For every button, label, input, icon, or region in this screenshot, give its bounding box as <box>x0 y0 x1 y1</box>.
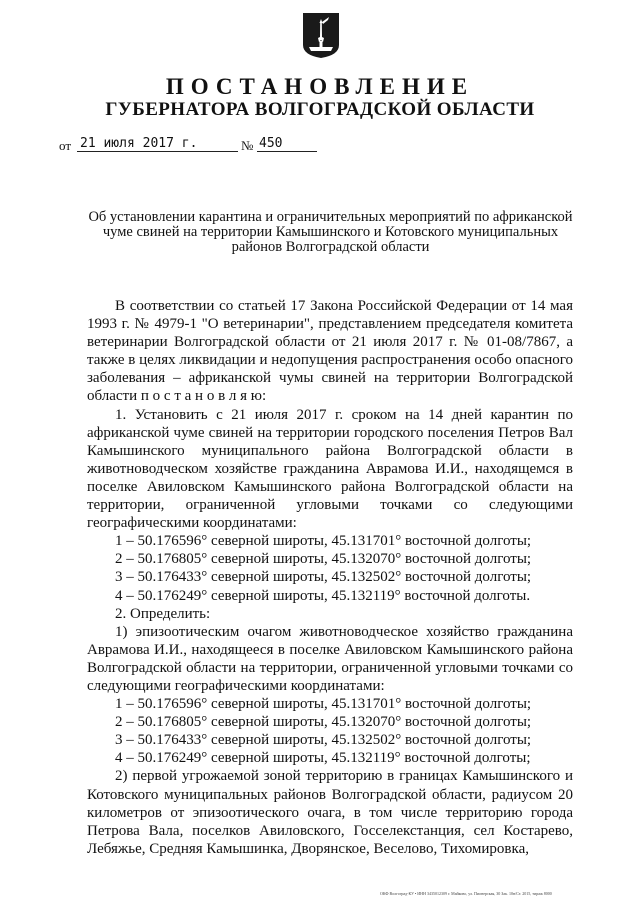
document-number: 450 <box>259 136 283 151</box>
item-2-heading: 2. Определить: <box>115 605 211 622</box>
coordinate-line: 1 – 50.176596° северной широты, 45.131701° восточной долготы; <box>115 696 532 713</box>
number-underline <box>257 151 317 152</box>
intro-paragraph: В соответствии со статьей 17 Закона Российской Федерации от 14 мая 1993 г. № 4979-1 "О ветеринарии", представлением председателя комитета ветеринарии Волгоградской области от 21 июля 2017 г. № 01-08/7867, а также в целях ликвидации и недопущения распространения особо опасного заболевания – африканской чумы свиней на территории Волгоградской области п о с т а н о в л я ю: <box>87 298 573 405</box>
coordinate-line: 4 – 50.176249° северной широты, 45.132119° восточной долготы; <box>115 750 531 767</box>
item-2-2-paragraph: 2) первой угрожаемой зоной территорию в границах Камышинского и Котовского муниципальных районов Волгоградской области, радиусом 20 километров от эпизоотического очага, в том числе территорию города Петрова Вала, поселков Авиловского, Госселекстанция, сел Костарево, Лебяжье, Средняя Камышинка, Дворянское, Веселово, Тихомировка, <box>87 768 573 857</box>
document-body <box>87 297 573 858</box>
document-subtitle: ГУБЕРНАТОРА ВОЛГОГРАДСКОЙ ОБЛАСТИ <box>105 99 535 120</box>
coordinate-line: 4 – 50.176249° северной широты, 45.132119° восточной долготы. <box>115 587 531 604</box>
from-label: от <box>59 138 72 153</box>
printer-imprint: ОКФ Волгоград-КУ • ИНН 3435012309 г. Майково, ул. Пионерская, 30 Зак. 10н/Ст. 2015, тираж 8000 <box>380 891 552 896</box>
coordinate-line: 3 – 50.176433° северной широты, 45.132502° восточной долготы; <box>115 732 532 749</box>
item-2-1-paragraph: 1) эпизоотическим очагом животноводческое хозяйство гражданина Аврамова И.И., находящееся в поселке Авиловском Камышинского района Волгоградской области на территории, ограниченной угловыми точками со следующими географическими координатами: <box>87 623 573 694</box>
document-subject: Об установлении карантина и ограничительных мероприятий по африканской чуме свиней на территории Камышинского и Котовского муниципальных районов Волгоградской области <box>88 209 573 255</box>
document-date: 21 июля 2017 г. <box>80 136 198 151</box>
item-1-paragraph: 1. Установить с 21 июля 2017 г. сроком на 14 дней карантин по африканской чуме свиней на территории городского поселения Петров Вал Камышинского муниципального района Волгоградской области в животноводческом хозяйстве гражданина Аврамова И.И., находящемся в поселке Авиловском Камышинского района Волгоградской области на территории, ограниченной угловыми точками со следующими географическими координатами: <box>87 406 573 532</box>
coordinate-line: 1 – 50.176596° северной широты, 45.131701° восточной долготы; <box>115 533 532 550</box>
date-underline <box>77 151 238 152</box>
coordinate-line: 2 – 50.176805° северной широты, 45.132070° восточной долготы; <box>115 551 532 568</box>
coordinate-line: 3 – 50.176433° северной широты, 45.132502° восточной долготы; <box>115 569 532 586</box>
number-label: № <box>241 138 254 153</box>
coat-of-arms-icon <box>301 11 341 59</box>
document-title: ПОСТАНОВЛЕНИЕ <box>165 74 475 99</box>
coordinate-line: 2 – 50.176805° северной широты, 45.132070° восточной долготы; <box>115 714 532 731</box>
